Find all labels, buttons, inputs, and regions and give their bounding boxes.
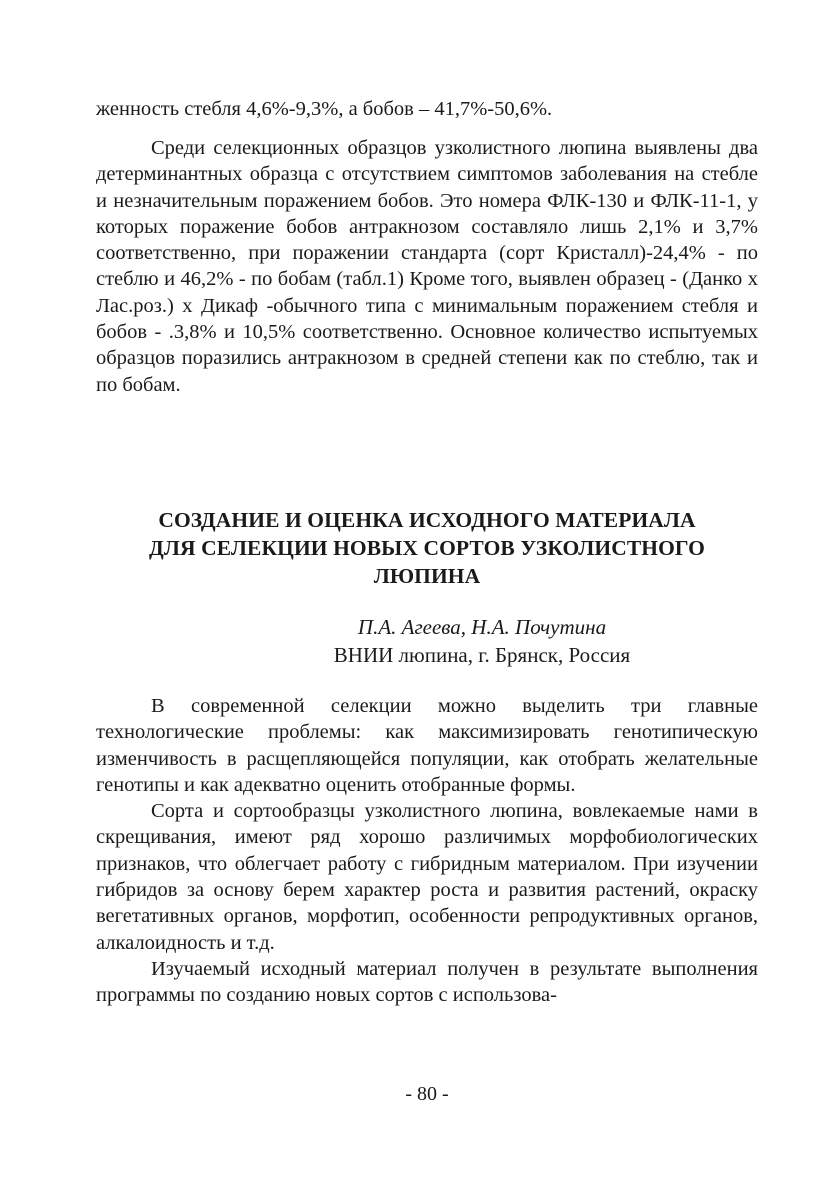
continuation-line: женность стебля 4,6%-9,3%, а бобов – 41,7%-50,6%. <box>96 98 553 120</box>
authors: П.А. Агеева, Н.А. Почутина <box>357 615 607 639</box>
body-paragraph: В современной селекции можно выделить три главные технологические проблемы: как максимизировать генотипическую изменчивость в расщепляющейся популяции, как отобрать желательные генотипы и как адекватно оценить отобранные формы. <box>96 695 758 796</box>
affiliation: ВНИИ люпина, г. Брянск, Россия <box>333 643 631 667</box>
intro-paragraph: Среди селекционных образцов узколистного люпина выявлены два детерминантных образца с отсутствием симптомов заболевания на стебле и незначительным поражением бобов. Это номера ФЛК-130 и ФЛК-11-1, у которых поражение бобов антракнозом составляло лишь 2,1% и 3,7% соответственно, при поражении стандарта (сорт Кристалл)-24,4% - по стеблю и 46,2% - по бобам (табл.1) Кроме того, выявлен образец - (Данко х Лас.роз.) х Дикаф -обычного типа с минимальным поражением стебля и бобов - .3,8% и 10,5% соответственно. Основное количество испытуемых образцов поразились антракнозом в средней степени как по стеблю, так и по бобам. <box>96 137 758 396</box>
page-number: - 80 - <box>405 1083 449 1105</box>
body-paragraph: Сорта и сортообразцы узколистного люпина, вовлекаемые нами в скрещивания, имеют ряд хорошо различимых морфобиологических признаков, что облегчает работу с гибридным материалом. При изучении гибридов за основу берем характер роста и развития растений, окраску вегетативных органов, морфотип, особенности репродуктивных органов, алкалоидность и т.д. <box>96 800 758 954</box>
body-paragraph: Изучаемый исходный материал получен в результате выполнения программы по созданию новых сортов с использова- <box>96 957 758 1007</box>
continuation-text <box>96 96 758 122</box>
title-line: СОЗДАНИЕ И ОЦЕНКА ИСХОДНОГО МАТЕРИАЛА <box>158 508 696 532</box>
intro-section <box>96 135 758 398</box>
title-line: ЛЮПИНА <box>373 564 481 588</box>
article-title <box>96 506 758 590</box>
article-byline <box>96 613 758 669</box>
title-line: ДЛЯ СЕЛЕКЦИИ НОВЫХ СОРТОВ УЗКОЛИСТНОГО <box>148 536 705 560</box>
article-body <box>96 693 758 1009</box>
